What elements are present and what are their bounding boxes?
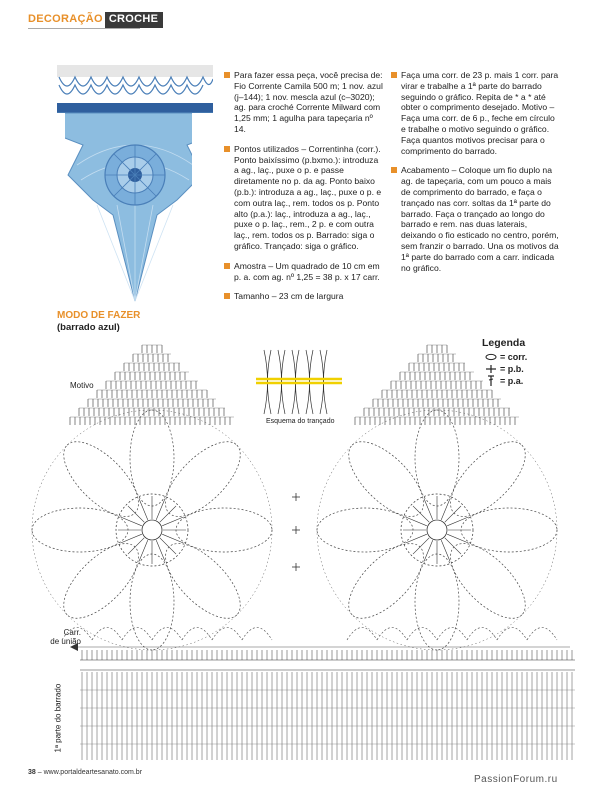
watermark: PassionForum.ru (474, 774, 558, 785)
joining-row-label: Carr. de união (50, 628, 81, 646)
instruction-paragraph: Pontos utilizados – Correntinha (corr.). Ponto baixíssimo (p.bxmo.): introduza a ag., laç., puxe o p. e passe diretamente no p. da ag. Ponto baixo (p.b.): introduza a ag., laç., puxe o p. e com outra laç., rem. todos os p. Ponto alto (p.a.): laç., introduza a ag., laç., puxe o p. laç., rem., 2 p. e com outra laç., rem. todos os p. Barrado: siga o gráfico. Trançado: siga o gráfico. (224, 144, 384, 252)
instruction-paragraph: Tamanho – 23 cm de largura (224, 291, 384, 302)
method-title: MODO DE FAZER (57, 310, 141, 321)
site-url: – www.portaldeartesanato.com.br (37, 769, 143, 776)
legend-item: = corr. (482, 351, 527, 363)
page-number: 38 (28, 769, 36, 776)
page-footer (28, 769, 142, 776)
category-tag: CROCHE (105, 12, 163, 28)
instruction-paragraph: Faça uma corr. de 23 p. mais 1 corr. para virar e trabalhe a 1ª parte do barrado seguindo o gráfico. Repita de * a * até obter o comprimento desejado. Motivo – Faça uma corr. de 6 p., feche em círculo e trabalhe o motivo seguindo o gráfico. Faça quantos motivos precisar para o comprimento do barrado. (391, 70, 561, 156)
braid-scheme-label: Esquema do trançado (266, 418, 335, 425)
instruction-paragraph: Para fazer essa peça, você precisa de: Fio Corrente Camila 500 m; 1 nov. azul (j–144); 1 nov. mescla azul (c–3020); ag. para croché Corrente Milward com 1,25 mm; 1 agulha para tapeçaria nº 14. (224, 70, 384, 135)
legend-title: Legenda (482, 337, 526, 349)
legend-item: = p.b. (482, 363, 527, 375)
legend-item: = p.a. (482, 375, 527, 387)
motif-label: Motivo (70, 381, 94, 390)
instruction-paragraph: Amostra – Um quadrado de 10 cm em p. a. com ag. nº 1,25 = 38 p. x 17 carr. (224, 261, 384, 283)
border-part-label: 1ª parte do barrado (53, 683, 63, 753)
section-name: DECORAÇÃO (28, 13, 103, 25)
method-subtitle: (barrado azul) (57, 322, 120, 333)
instruction-paragraph: Acabamento – Coloque um fio duplo na ag. de tapeçaria, com um pouco a mais de comprimento do barrado, e faça o trançado nas corr. soltas da 1ª parte do barrado. Faça o trançado ao longo do barrado e rem. nas duas laterais, deixando o fio esticado no centro, porém, sem franzir o barrado. Una os motivos da 1ª parte do barrado com a carr. indicada no gráfico. (391, 165, 561, 273)
